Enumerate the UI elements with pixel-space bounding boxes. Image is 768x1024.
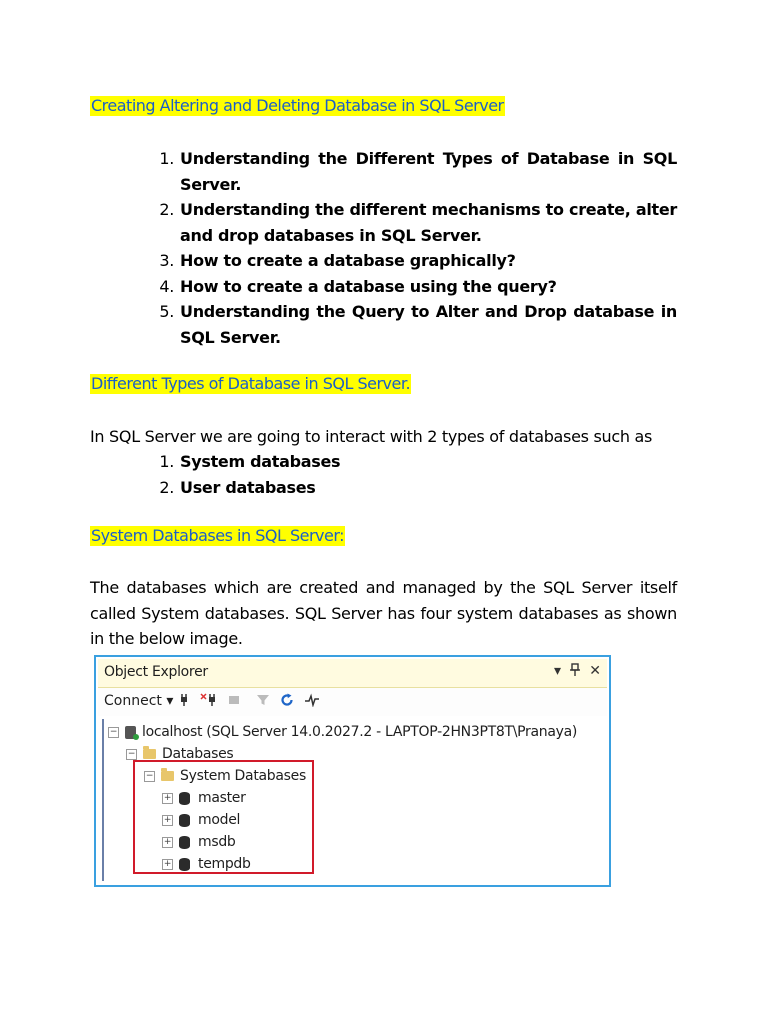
connect-plug-icon[interactable] <box>178 693 190 711</box>
list-item <box>90 146 677 197</box>
list-number: 2. <box>159 477 174 497</box>
object-explorer-title: Object Explorer <box>104 664 208 680</box>
list-text: Understanding the Query to Alter and Drop database in SQL Server. <box>180 302 677 347</box>
tree-node-server[interactable] <box>108 722 577 742</box>
collapse-icon[interactable]: − <box>109 726 118 737</box>
list-item <box>90 197 677 248</box>
disconnect-icon[interactable] <box>200 693 218 711</box>
database-label: msdb <box>198 834 236 850</box>
close-icon[interactable]: ✕ <box>589 663 601 679</box>
system-databases-paragraph: The databases which are created and managed by the SQL Server itself called System databases. SQL Server has four system databases as shown in the below image. <box>90 578 677 648</box>
stop-icon[interactable] <box>228 693 240 711</box>
list-text: How to create a database graphically? <box>180 251 516 270</box>
folder-icon <box>143 749 156 759</box>
list-text: How to create a database using the query? <box>180 276 557 296</box>
filter-icon[interactable] <box>256 693 270 711</box>
list-item <box>90 248 677 274</box>
list-item <box>90 449 677 475</box>
connect-button[interactable]: Connect ▾ <box>104 693 174 709</box>
list-text: Understanding the Different Types of Database in SQL Server. <box>180 149 677 194</box>
heading-types-of-database: Different Types of Database in SQL Server. <box>91 374 411 393</box>
server-icon <box>125 726 136 739</box>
server-node-label: localhost (SQL Server 14.0.2027.2 - LAPTOP-2HN3PT8T\Pranaya) <box>142 724 578 740</box>
list-text: User databases <box>180 477 316 497</box>
list-number: 3. <box>159 251 174 270</box>
collapse-icon[interactable]: − <box>145 770 154 781</box>
heading-system-databases: System Databases in SQL Server: <box>91 526 345 545</box>
refresh-icon[interactable] <box>280 693 294 711</box>
list-number: 1. <box>159 149 174 168</box>
heading-creating-altering-deleting: Creating Altering and Deleting Database in SQL Server <box>91 96 504 115</box>
system-databases-node-label: System Databases <box>180 768 306 784</box>
expand-icon[interactable]: + <box>163 814 172 825</box>
list-number: 4. <box>159 276 174 296</box>
database-label: master <box>198 790 246 806</box>
database-label: model <box>198 812 241 828</box>
list-number: 2. <box>159 200 174 219</box>
pin-icon[interactable] <box>569 663 581 681</box>
expand-icon[interactable]: + <box>163 792 172 803</box>
activity-monitor-icon[interactable] <box>304 693 320 711</box>
object-explorer-titlebar <box>98 659 607 688</box>
list-item <box>90 299 677 350</box>
databases-node-label: Databases <box>162 746 234 762</box>
topics-list <box>90 146 677 350</box>
list-item <box>90 274 677 300</box>
expand-icon[interactable]: + <box>163 836 172 847</box>
dropdown-arrow-icon[interactable]: ▾ <box>553 663 561 679</box>
list-text: System databases <box>180 452 341 471</box>
collapse-icon[interactable]: − <box>127 748 136 759</box>
database-label: tempdb <box>198 856 251 872</box>
database-types-list <box>90 449 677 500</box>
system-databases-highlight-box <box>133 760 314 874</box>
expand-icon[interactable]: + <box>163 858 172 869</box>
list-number: 1. <box>159 452 174 471</box>
intro-paragraph: In SQL Server we are going to interact with 2 types of databases such as <box>90 427 653 446</box>
list-number: 5. <box>159 302 174 321</box>
list-item <box>90 475 677 501</box>
object-explorer-toolbar <box>98 688 607 716</box>
list-text: Understanding the different mechanisms to create, alter and drop databases in SQL Server. <box>180 200 677 245</box>
